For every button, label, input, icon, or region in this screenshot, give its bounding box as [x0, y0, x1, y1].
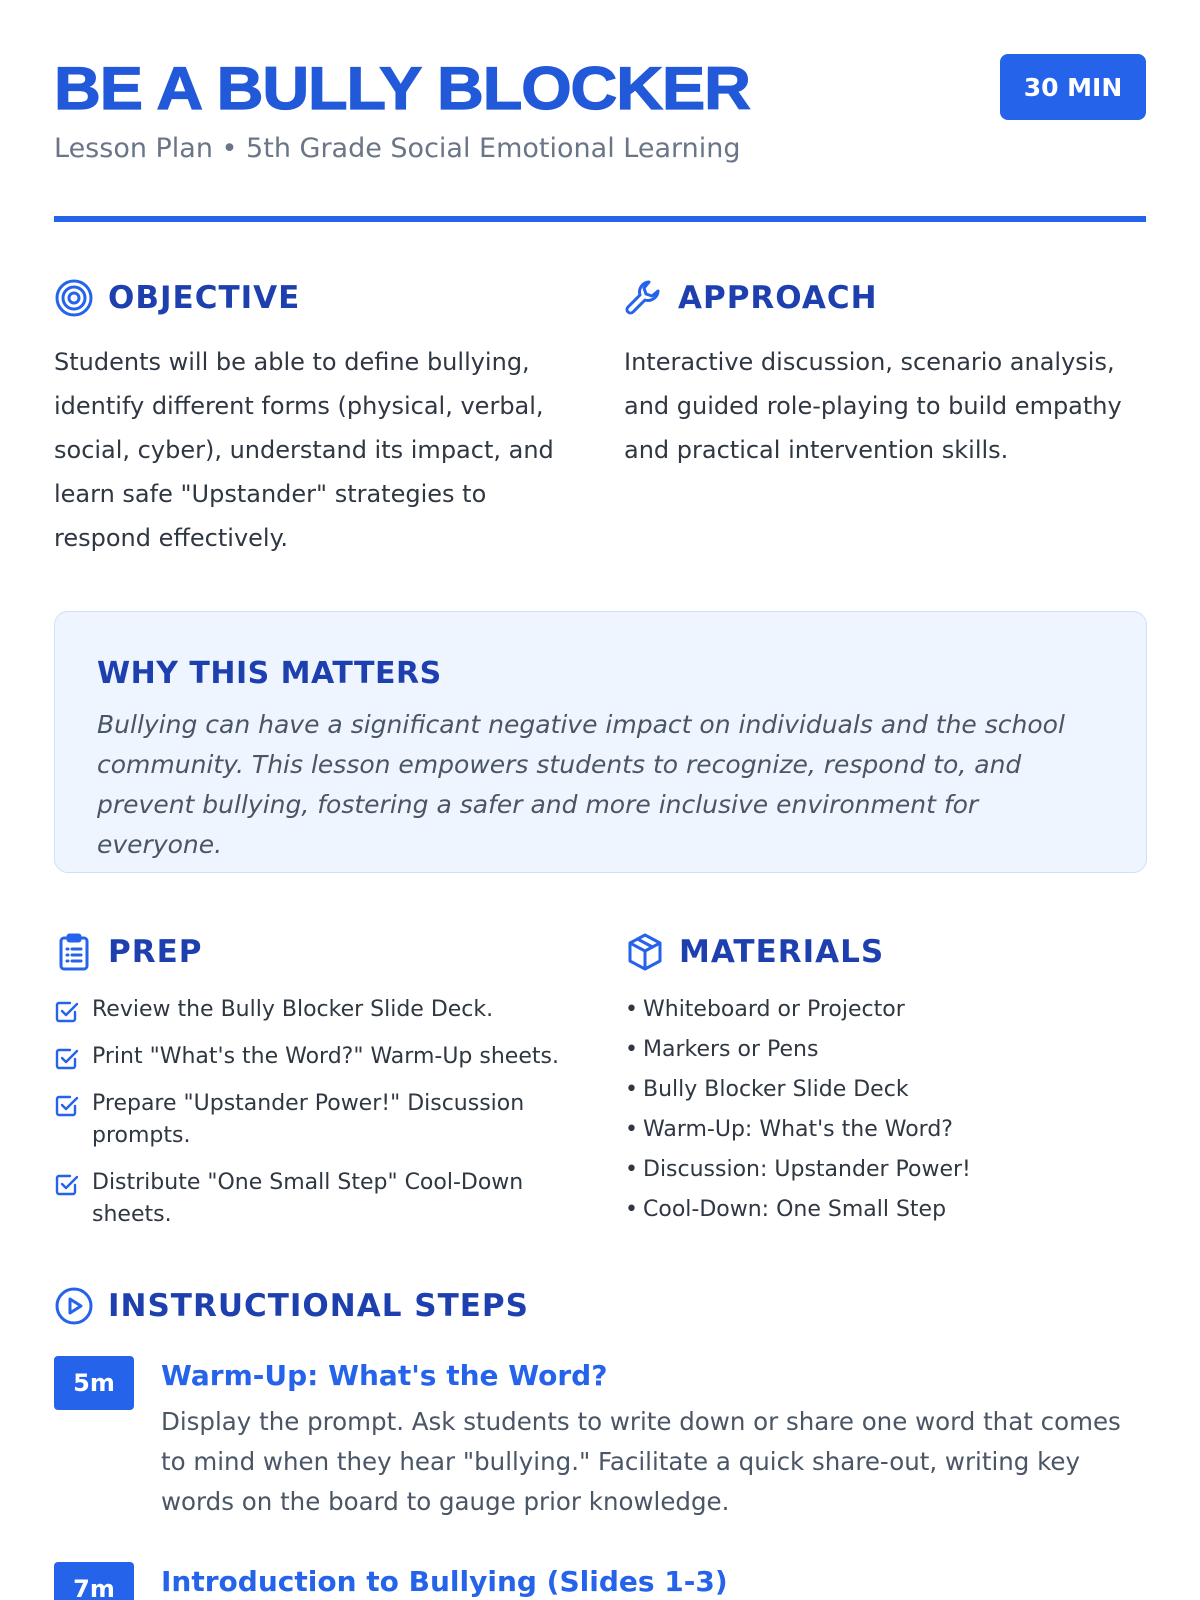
steps-heading: INSTRUCTIONAL STEPS	[108, 1288, 529, 1324]
list-item	[54, 1167, 576, 1231]
checkbox-checked-icon	[54, 1046, 80, 1072]
materials-list	[625, 994, 1147, 1226]
play-circle-icon	[54, 1286, 94, 1326]
page-subtitle: Lesson Plan • 5th Grade Social Emotional Learning	[54, 133, 741, 164]
step-title: Warm-Up: What's the Word?	[161, 1359, 608, 1392]
checkbox-checked-icon	[54, 1093, 80, 1119]
approach-heading: APPROACH	[678, 280, 878, 316]
materials-heading: MATERIALS	[679, 934, 885, 970]
list-item: • Bully Blocker Slide Deck	[625, 1077, 909, 1102]
objective-approach-row	[54, 278, 1146, 560]
step-duration-badge: 5m	[54, 1356, 134, 1410]
prep-section	[54, 932, 576, 1246]
material-item-text: Bully Blocker Slide Deck	[643, 1077, 909, 1102]
prep-list	[54, 994, 576, 1231]
list-item: • Cool-Down: One Small Step	[625, 1197, 947, 1222]
objective-text: Students will be able to define bullying, identify different forms (physical, verbal, social, cyber), understand its impact, and learn safe "Upstander" strategies to respond effectively.	[54, 348, 554, 552]
material-item-text: Warm-Up: What's the Word?	[643, 1117, 953, 1142]
objective-heading: OBJECTIVE	[108, 280, 301, 316]
why-text: Bullying can have a significant negative impact on individuals and the school community. This lesson empowers students to recognize, respond to, and prevent bullying, fostering a safer and more inclusive environment for everyone.	[97, 710, 1065, 859]
list-item: • Whiteboard or Projector	[625, 997, 905, 1022]
step-duration-badge: 7m	[54, 1562, 134, 1600]
material-item-text: Discussion: Upstander Power!	[643, 1157, 971, 1182]
prep-item-text: Print "What's the Word?" Warm-Up sheets.	[92, 1044, 559, 1069]
objective-section	[54, 278, 576, 560]
target-icon	[54, 278, 94, 318]
prep-item-text: Distribute "One Small Step" Cool-Down sheets.	[92, 1170, 524, 1227]
why-this-matters-callout	[54, 611, 1147, 873]
material-item-text: Cool-Down: One Small Step	[643, 1197, 947, 1222]
prep-item-text: Review the Bully Blocker Slide Deck.	[92, 997, 494, 1022]
checkbox-checked-icon	[54, 999, 80, 1025]
material-item-text: Markers or Pens	[643, 1037, 819, 1062]
list-item	[54, 994, 576, 1026]
instructional-steps-section	[54, 1286, 1147, 1600]
wrench-icon	[624, 278, 664, 318]
list-item	[54, 1088, 576, 1152]
list-item: • Warm-Up: What's the Word?	[625, 1117, 953, 1142]
list-item: • Discussion: Upstander Power!	[625, 1157, 971, 1182]
step-title: Introduction to Bullying (Slides 1-3)	[161, 1565, 728, 1598]
checkbox-checked-icon	[54, 1172, 80, 1198]
box-icon	[625, 932, 665, 972]
page-title: BE A BULLY BLOCKER	[54, 55, 750, 122]
prep-materials-row	[54, 932, 1147, 1246]
list-item	[54, 1041, 576, 1073]
clipboard-list-icon	[54, 932, 94, 972]
step-item	[54, 1562, 1147, 1600]
prep-item-text: Prepare "Upstander Power!" Discussion prompts.	[92, 1091, 525, 1148]
material-item-text: Whiteboard or Projector	[643, 997, 905, 1022]
prep-heading: PREP	[108, 934, 203, 970]
approach-text: Interactive discussion, scenario analysis, and guided role-playing to build empathy and practical intervention skills.	[624, 348, 1122, 464]
step-item	[54, 1356, 1147, 1522]
approach-section	[624, 278, 1146, 560]
duration-badge: 30 MIN	[1000, 54, 1146, 120]
page-header	[54, 0, 1146, 222]
why-heading: WHY THIS MATTERS	[97, 656, 442, 691]
materials-section	[625, 932, 1147, 1246]
list-item: • Markers or Pens	[625, 1037, 819, 1062]
step-text: Display the prompt. Ask students to write down or share one word that comes to mind when they hear "bullying." Facilitate a quick share-out, writing key words on the board to gauge prior knowledge.	[161, 1407, 1121, 1516]
